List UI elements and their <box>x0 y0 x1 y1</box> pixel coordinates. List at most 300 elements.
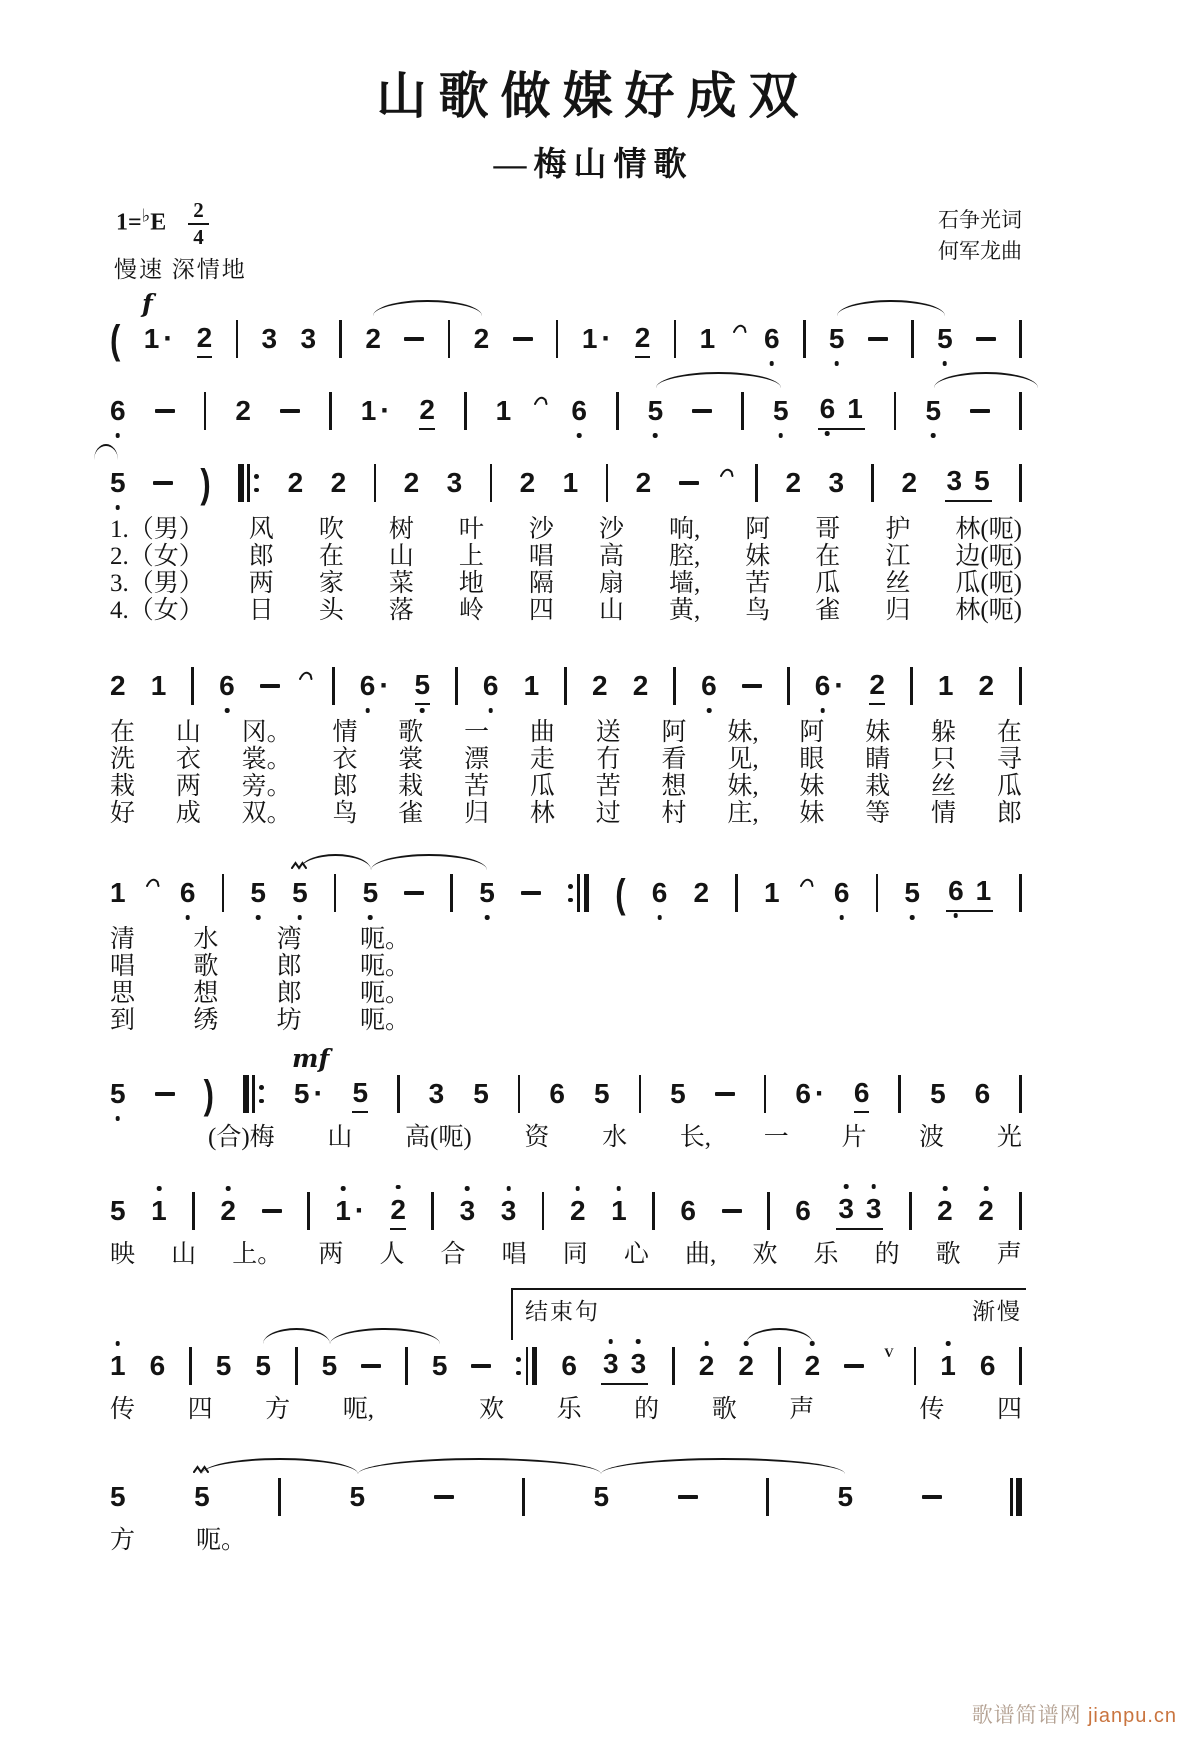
beamed-note-group <box>818 392 865 430</box>
music-line <box>110 289 1022 362</box>
duration-dash <box>679 481 699 485</box>
note-digit: 5 <box>194 1480 210 1514</box>
duration-dash <box>262 1209 282 1213</box>
note-digit: 1 <box>581 323 598 354</box>
high-octave-dot <box>575 1186 580 1191</box>
lyric-syllable: 资 <box>524 1124 550 1151</box>
score-section-coda-line <box>110 1451 1022 1554</box>
note-digit: 5 <box>110 1195 126 1226</box>
barline <box>910 667 913 705</box>
lyric-row <box>110 1241 1022 1268</box>
tie-arc <box>934 372 1038 388</box>
lyric-syllable: 寻 <box>996 746 1022 773</box>
lyric-syllable: 四 <box>187 1396 213 1423</box>
tie-arc <box>94 444 118 460</box>
barline <box>334 874 337 912</box>
note <box>648 394 664 428</box>
note <box>904 876 920 910</box>
note <box>197 321 213 358</box>
lyric-syllable: 在 <box>318 543 344 570</box>
note-digit: 6 <box>180 876 196 910</box>
score-section-ending-line <box>110 1276 1022 1423</box>
lyric-syllable: 成 <box>175 800 201 827</box>
lyric-syllable: 歌 <box>193 953 219 980</box>
phrase-paren: ) <box>203 1071 214 1117</box>
lyric-row <box>110 1396 1022 1423</box>
lyric-syllable: 过 <box>595 800 621 827</box>
note-digit: 5 <box>829 322 845 356</box>
note-digit: 2 <box>901 467 918 498</box>
low-octave-dot <box>225 708 230 713</box>
tie-arc <box>202 1458 358 1474</box>
tie-arc <box>601 1458 845 1474</box>
lyric-syllable: 山 <box>598 597 624 624</box>
lyric-syllable: 响, <box>668 516 701 543</box>
note <box>940 1349 956 1383</box>
lyric-syllable: 丝 <box>931 773 957 800</box>
barline <box>339 320 342 358</box>
score-section-chorus-line-1 <box>110 1044 1022 1151</box>
note-digit: 5 <box>473 1078 489 1109</box>
note <box>235 394 251 428</box>
note <box>250 876 266 910</box>
low-octave-dot <box>485 915 490 920</box>
high-octave-dot <box>506 1186 511 1191</box>
lyric-row <box>110 570 1022 597</box>
lyric-row <box>110 719 1022 746</box>
note-digit: 5 <box>215 1350 232 1381</box>
duration-dash <box>404 891 424 895</box>
barline <box>909 1192 912 1230</box>
note-digit: 5 <box>837 1481 854 1512</box>
lyric-row <box>110 980 410 1007</box>
score-section-verse-line-3 <box>110 847 1022 1034</box>
note <box>930 1077 946 1111</box>
high-octave-dot <box>844 1184 849 1189</box>
low-octave-dot <box>488 708 493 713</box>
lyric-syllable: 歌 <box>398 719 424 746</box>
lyric-syllable: 呃。 <box>195 1527 246 1554</box>
note-digit: 6 <box>948 874 964 908</box>
slide-down-icon <box>799 875 815 889</box>
note-digit: 2 <box>365 323 381 354</box>
note-digit: 1 <box>110 1349 126 1383</box>
note-digit: 2 <box>570 1194 586 1228</box>
note-digit: 6 <box>795 1195 811 1226</box>
barline <box>639 1075 642 1113</box>
lyric-syllable: 阿 <box>799 719 825 746</box>
barline <box>278 1478 281 1516</box>
lyric-syllable: 妹 <box>799 773 825 800</box>
note-digit: 5 <box>937 322 953 356</box>
tie-arc <box>358 1458 601 1474</box>
lyric-syllable: 山 <box>327 1124 353 1151</box>
repeat-end <box>515 1347 537 1385</box>
note-digit: 5 <box>904 876 920 910</box>
lyric-syllable: 的 <box>874 1241 900 1268</box>
barline <box>332 667 335 705</box>
lyric-syllable: 叶 <box>458 516 484 543</box>
lyric-syllable: 歌 <box>935 1241 961 1268</box>
barline <box>329 392 332 430</box>
high-octave-dot <box>396 1185 401 1190</box>
lyric-syllable: 2.（女） <box>110 543 204 570</box>
low-octave-dot <box>420 708 425 713</box>
score-section-verse-line-2 <box>110 640 1022 827</box>
note-digit: 3 <box>603 1347 619 1381</box>
note-digit: 3 <box>838 1192 854 1226</box>
lyric-syllable: 妹 <box>799 800 825 827</box>
note-digit: 3 <box>631 1347 647 1381</box>
lyric-syllable: 合 <box>440 1241 466 1268</box>
lyric-syllable: 家 <box>318 570 344 597</box>
lyric-syllable: 情 <box>931 800 957 827</box>
note-digit: 3 <box>460 1194 476 1228</box>
measure-row <box>110 1071 1022 1117</box>
lyrics-block <box>110 926 1022 1034</box>
note-digit: 3 <box>261 323 278 354</box>
lyric-syllable: 林(呃) <box>955 516 1022 543</box>
note <box>415 668 431 705</box>
repeat-begin <box>238 464 260 502</box>
tie-arc <box>300 854 371 870</box>
slide-down-icon <box>732 321 748 335</box>
lyric-syllable: 吹 <box>318 516 344 543</box>
lyric-syllable: 旁。 <box>241 773 292 800</box>
lyric-row <box>110 953 410 980</box>
lyric-syllable: 郎 <box>276 980 302 1007</box>
tie-arc <box>330 1328 440 1344</box>
lyric-syllable: 苦 <box>595 773 621 800</box>
note-digit: 6 <box>701 669 717 703</box>
slide-down-icon <box>298 668 314 682</box>
note-digit: 3 <box>828 467 845 498</box>
lyric-syllable: 边(呃) <box>955 543 1022 570</box>
lyric-syllable: 曲, <box>684 1241 717 1268</box>
note <box>110 876 126 910</box>
lyric-syllable: 两 <box>175 773 201 800</box>
lyric-syllable: 好 <box>110 800 136 827</box>
note <box>496 394 512 428</box>
barline <box>518 1075 521 1113</box>
lyric-syllable: 传 <box>110 1396 136 1423</box>
note <box>429 1077 445 1111</box>
measure-row <box>110 1346 1022 1386</box>
lyric-syllable: 声 <box>996 1241 1022 1268</box>
lyrics-block <box>110 719 1022 827</box>
note <box>460 1194 476 1228</box>
note <box>670 1077 686 1111</box>
lyric-syllable: 冈。 <box>241 719 292 746</box>
note-digit: 1 <box>523 670 540 701</box>
barline <box>189 1347 192 1385</box>
measure-row <box>110 316 1022 362</box>
song-title: 山歌做媒好成双 <box>376 66 811 125</box>
note <box>474 322 490 356</box>
note-digit: 5 <box>648 394 664 428</box>
note: 5 · <box>293 1077 324 1110</box>
lyric-syllable: 裳 <box>398 746 424 773</box>
note-digit: 6 <box>979 1350 996 1381</box>
note-digit: 6 <box>815 669 831 703</box>
note-digit: 1 <box>151 1194 167 1228</box>
composer-credit: 何军龙曲 <box>938 239 1022 263</box>
duration-dash <box>922 1495 942 1499</box>
duration-dash <box>155 1092 175 1096</box>
lyric-syllable: 传 <box>919 1396 945 1423</box>
note-digit: 2 <box>785 467 802 498</box>
lyric-syllable: 哥 <box>815 516 841 543</box>
tie-arc <box>373 300 482 316</box>
low-octave-dot <box>820 708 825 713</box>
barline <box>876 874 879 912</box>
score-section-intro-line-2 <box>110 365 1022 431</box>
tie-arc <box>371 854 487 870</box>
lyric-syllable: 一 <box>763 1124 789 1151</box>
note-digit: 3 <box>946 465 963 496</box>
note-digit: 6 <box>561 1350 577 1381</box>
lyric-syllable: 腔, <box>668 543 701 570</box>
high-octave-dot <box>341 1186 346 1191</box>
high-octave-dot <box>617 1186 622 1191</box>
note-digit: 5 <box>110 1481 126 1512</box>
ending-bracket <box>511 1288 1026 1340</box>
lyric-syllable: 岭 <box>458 597 484 624</box>
note-digit: 2 <box>805 1349 821 1383</box>
beamed-note-group <box>601 1347 648 1385</box>
lyric-syllable: 山 <box>175 719 201 746</box>
barline <box>674 320 677 358</box>
lyric-syllable: (合)梅 <box>208 1124 275 1151</box>
lyric-syllable: 苦 <box>464 773 490 800</box>
note-digit: 1 <box>495 395 512 426</box>
note: 1 · <box>360 394 391 427</box>
score-section-intro-line-1 <box>110 289 1022 362</box>
lyric-syllable: 护 <box>885 516 911 543</box>
lyric-syllable: 林 <box>529 800 555 827</box>
lyric-syllable: 在 <box>110 719 136 746</box>
duration-dash <box>404 337 424 341</box>
note <box>592 669 608 703</box>
duration-dash <box>434 1495 454 1499</box>
lyric-syllable: 情 <box>332 719 358 746</box>
duration-dash <box>692 409 712 413</box>
lyric-syllable: 栽 <box>398 773 424 800</box>
lyric-syllable: 林(呃) <box>955 597 1022 624</box>
note <box>331 466 347 500</box>
lyric-syllable: 扇 <box>598 570 624 597</box>
note <box>693 876 709 910</box>
barline <box>1019 464 1022 502</box>
note-digit: 5 <box>415 668 431 705</box>
note <box>611 1194 627 1228</box>
lyric-syllable: 栽 <box>865 773 891 800</box>
lyric-syllable: 片 <box>841 1124 867 1151</box>
tie-arc <box>656 372 781 388</box>
note <box>220 1194 236 1228</box>
slide-down-icon <box>145 875 161 889</box>
duration-dash <box>155 409 175 413</box>
note-digit: 6 <box>483 669 499 703</box>
note <box>390 1193 406 1230</box>
barline <box>1019 320 1022 358</box>
barline <box>374 464 377 502</box>
note <box>805 1349 821 1383</box>
note <box>520 466 536 500</box>
barline <box>764 1075 767 1113</box>
note-digit: 1 <box>611 1194 627 1228</box>
lyric-syllable: 妹 <box>865 719 891 746</box>
barline <box>766 1478 769 1516</box>
barline <box>450 874 453 912</box>
note <box>110 669 126 703</box>
barline <box>1019 392 1022 430</box>
note-digit: 2 <box>978 670 995 701</box>
barline <box>778 1347 781 1385</box>
barline <box>871 464 874 502</box>
barline <box>755 464 758 502</box>
note-digit: 1 <box>847 393 863 424</box>
lyric-syllable: 沙 <box>598 516 624 543</box>
lyric-row <box>110 597 1022 624</box>
note-digit: 1 <box>975 875 992 906</box>
note-digit: 5 <box>926 394 942 428</box>
lyrics-block <box>110 1396 1022 1423</box>
song-subtitle: —梅山情歌 <box>493 147 694 183</box>
lyric-syllable: 瓜 <box>996 773 1022 800</box>
lyric-syllable: 长, <box>679 1124 712 1151</box>
barline <box>448 320 451 358</box>
note-digit: 5 <box>349 1481 366 1512</box>
lyric-syllable: 高 <box>598 543 624 570</box>
note: 1 · <box>143 322 174 355</box>
note-digit: 1 <box>937 670 954 701</box>
lyric-row <box>110 1007 410 1034</box>
tie-arc <box>837 300 945 316</box>
note-digit: 2 <box>738 1349 754 1383</box>
note-digit: 5 <box>479 876 495 910</box>
duration-dash <box>260 684 280 688</box>
lyric-syllable: 歌 <box>711 1396 737 1423</box>
music-line <box>110 1044 1022 1117</box>
note <box>699 1349 715 1383</box>
note-digit: 5 <box>250 876 266 910</box>
barline <box>222 874 225 912</box>
lyric-syllable: 想 <box>661 773 687 800</box>
note-digit: 6 <box>680 1195 696 1226</box>
note-digit: 6 <box>974 1078 991 1109</box>
barline <box>542 1192 545 1230</box>
score-page <box>0 56 1187 1737</box>
barline <box>914 1347 917 1385</box>
music-line <box>110 365 1022 431</box>
note <box>764 322 780 356</box>
lyric-syllable: 想 <box>193 980 219 1007</box>
lyric-syllable: 看 <box>661 746 687 773</box>
note-digit: 2 <box>390 1193 406 1230</box>
lyric-syllable: 见, <box>727 746 759 773</box>
lyric-syllable: 两 <box>248 570 274 597</box>
note <box>828 466 844 500</box>
lyric-row <box>110 926 410 953</box>
note-digit: 3 <box>446 467 463 498</box>
note <box>365 322 381 356</box>
lyric-syllable: 高(呃) <box>405 1124 472 1151</box>
note <box>288 466 304 500</box>
note-digit: 6 <box>149 1350 166 1381</box>
barline <box>405 1347 408 1385</box>
note <box>419 393 435 430</box>
measure-row <box>110 1191 1022 1231</box>
time-signature-lower: 4 <box>193 225 204 250</box>
barline <box>673 667 676 705</box>
note <box>764 876 780 910</box>
measure-row <box>110 666 1022 706</box>
lyric-row <box>208 1124 1022 1151</box>
lyric-syllable: 头 <box>318 597 344 624</box>
repeat-begin <box>243 1075 265 1113</box>
barline <box>803 320 806 358</box>
duration-dash <box>678 1495 698 1499</box>
time-signature <box>188 199 209 249</box>
flat-sign: ♭ <box>141 205 151 226</box>
music-line <box>110 1276 1022 1386</box>
barline <box>1019 1192 1022 1230</box>
note <box>350 1480 366 1514</box>
note <box>352 1076 368 1113</box>
music-line <box>110 1451 1022 1517</box>
score-section-chorus-line-2 <box>110 1165 1022 1268</box>
barline <box>397 1075 400 1113</box>
note: 1 · <box>581 322 612 355</box>
lyric-syllable: 落 <box>388 597 414 624</box>
lyric-syllable: 水 <box>602 1124 628 1151</box>
lyric-syllable: 妹 <box>745 543 771 570</box>
watermark <box>972 1699 1177 1729</box>
barline <box>672 1347 675 1385</box>
note <box>483 669 499 703</box>
note-digit: 6 <box>764 322 780 356</box>
barline <box>192 1192 195 1230</box>
key-letter: E <box>150 209 167 236</box>
lyric-syllable: 村 <box>661 800 687 827</box>
note-digit: 1 <box>699 323 716 354</box>
lyric-syllable: 雀 <box>398 800 424 827</box>
barline <box>652 1192 655 1230</box>
note-digit: 2 <box>592 670 608 701</box>
note <box>680 1194 696 1228</box>
high-octave-dot <box>871 1184 876 1189</box>
lyric-syllable: 人 <box>379 1241 405 1268</box>
beamed-note-group <box>946 874 993 912</box>
barline <box>616 392 619 430</box>
lyrics-block <box>110 1124 1022 1151</box>
note-digit: 6 <box>549 1078 565 1109</box>
beamed-note-group <box>945 464 992 502</box>
note <box>110 1194 126 1228</box>
lyric-syllable: 只 <box>931 746 957 773</box>
note: 6 · <box>360 669 390 703</box>
note <box>255 1349 271 1383</box>
lyric-row <box>110 746 1022 773</box>
note <box>700 322 716 356</box>
lyric-syllable: 呃。 <box>359 980 410 1007</box>
lyric-syllable: 四 <box>528 597 554 624</box>
score-meta <box>110 199 1022 293</box>
lyric-syllable: 阿 <box>745 516 771 543</box>
lyric-syllable: 江 <box>885 543 911 570</box>
lyric-row <box>110 516 1022 543</box>
